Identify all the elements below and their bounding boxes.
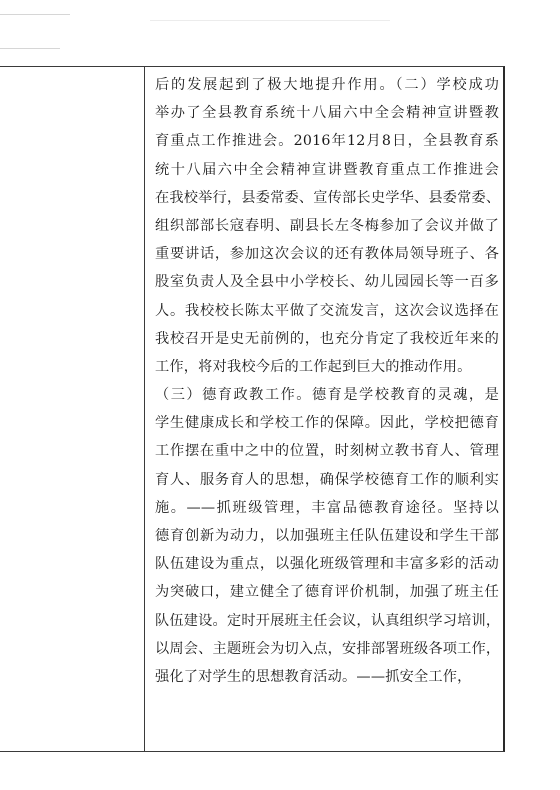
- table-cell-body-text: [155, 71, 499, 691]
- scan-artifact-line: [0, 48, 60, 49]
- text-line: 在我校举行，县委常委、宣传部长史学华、县委常委、: [155, 189, 501, 206]
- text-line: 强化了对学生的思想教育活动。——抓安全工作，: [155, 668, 472, 685]
- text-line: 后的发展起到了极大地提升作用。（二）学校成功: [155, 77, 499, 93]
- text-line: 育重点工作推进会。2016年12月8日，全县教育系: [155, 133, 499, 150]
- text-line: 学生健康成长和学校工作的保障。因此，学校把德育: [155, 415, 499, 432]
- text-line: 施。——抓班级管理，丰富品德教育途径。坚持以: [155, 499, 499, 516]
- text-line: 统十八届六中全会精神宣讲暨教育重点工作推进会: [155, 161, 499, 178]
- text-line: 我校召开是史无前例的，也充分肯定了我校近年来的: [155, 330, 499, 347]
- text-line: 育人、服务育人的思想，确保学校德育工作的顺利实: [155, 471, 499, 488]
- text-line: 组织部部长寇春明、副县长左冬梅参加了会议并做了: [155, 217, 499, 234]
- text-line: 为突破口，建立健全了德育评价机制，加强了班主任: [155, 584, 499, 601]
- text-line: 队伍建设为重点，以强化班级管理和丰富多彩的活动: [155, 556, 499, 573]
- scan-artifact-line: [150, 20, 390, 21]
- text-line: 工作，将对我校今后的工作起到巨大的推动作用。: [155, 358, 472, 375]
- scan-artifact-line: [0, 14, 70, 15]
- text-line: （三）德育政教工作。德育是学校教育的灵魂，是: [155, 387, 499, 404]
- text-line: 以周会、主题班会为切入点，安排部署班级各项工作，: [155, 640, 501, 657]
- text-line: 股室负责人及全县中小学校长、幼儿园园长等一百多: [155, 274, 499, 291]
- text-line: 举办了全县教育系统十八届六中全会精神宣讲暨教: [155, 105, 499, 122]
- text-line: 人。我校校长陈太平做了交流发言，这次会议选择在: [155, 302, 499, 319]
- text-line: 队伍建设。定时开展班主任会议，认真组织学习培训，: [155, 612, 501, 629]
- text-line: 工作摆在重中之中的位置，时刻树立教书育人、管理: [155, 443, 499, 460]
- table-column-divider: [144, 66, 145, 752]
- text-line: 德育创新为动力，以加强班主任队伍建设和学生干部: [155, 528, 499, 544]
- text-line: 重要讲话，参加这次会议的还有教体局领导班子、各: [155, 246, 499, 263]
